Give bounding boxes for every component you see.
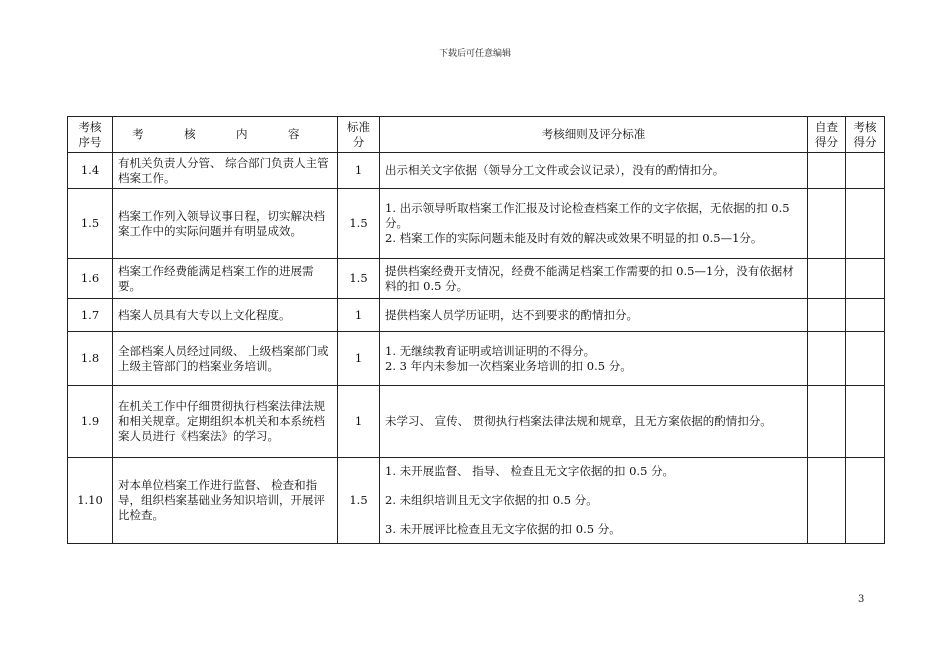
page-number: 3 (858, 594, 865, 605)
row-self-score (808, 189, 846, 259)
row-content: 有机关负责人分管、 综合部门负责人主管档案工作。 (113, 153, 338, 189)
row-audit-score (846, 332, 885, 386)
row-audit-score (846, 259, 885, 299)
row-content: 档案工作列入领导议事日程，切实解决档案工作中的实际问题并有明显成效。 (113, 189, 338, 259)
row-audit-score (846, 299, 885, 332)
row-score: 1 (338, 299, 380, 332)
table-row (68, 458, 885, 544)
table-row (68, 259, 885, 299)
row-score: 1.5 (338, 259, 380, 299)
header-serial: 考核 序号 (68, 117, 113, 153)
row-serial: 1.9 (68, 386, 113, 458)
header-standard-score: 标准 分 (338, 117, 380, 153)
assessment-table (67, 116, 885, 544)
header-self-score: 自查 得分 (808, 117, 846, 153)
row-criteria: 1. 未开展监督、 指导、 检查且无文字依据的扣 0.5 分。 2. 未组织培训且无文字依据的扣 0.5 分。 3. 未开展评比检查且无文字依据的扣 0.5 分。 (380, 458, 808, 544)
row-score: 1 (338, 332, 380, 386)
table-header-row (68, 117, 885, 153)
row-self-score (808, 458, 846, 544)
row-self-score (808, 153, 846, 189)
header-criteria: 考核细则及评分标准 (380, 117, 808, 153)
row-audit-score (846, 189, 885, 259)
row-criteria: 未学习、 宣传、 贯彻执行档案法律法规和规章，且无方案依据的酌情扣分。 (380, 386, 808, 458)
table-row (68, 332, 885, 386)
row-self-score (808, 259, 846, 299)
row-content: 档案人员具有大专以上文化程度。 (113, 299, 338, 332)
row-content: 全部档案人员经过同级、 上级档案部门或上级主管部门的档案业务培训。 (113, 332, 338, 386)
table-row (68, 189, 885, 259)
row-content: 档案工作经费能满足档案工作的进展需要。 (113, 259, 338, 299)
header-audit-score: 考核 得分 (846, 117, 885, 153)
row-criteria: 1. 无继续教育证明或培训证明的不得分。 2. 3 年内未参加一次档案业务培训的扣 0.5 分。 (380, 332, 808, 386)
row-score: 1.5 (338, 458, 380, 544)
row-content: 对本单位档案工作进行监督、 检查和指导，组织档案基础业务知识培训，开展评比检查。 (113, 458, 338, 544)
row-serial: 1.5 (68, 189, 113, 259)
row-audit-score (846, 458, 885, 544)
row-criteria: 出示相关文字依据（领导分工文件或会议记录），没有的酌情扣分。 (380, 153, 808, 189)
row-content: 在机关工作中仔细贯彻执行档案法律法规和相关规章。定期组织本机关和本系统档案人员进行《档案法》的学习。 (113, 386, 338, 458)
row-serial: 1.10 (68, 458, 113, 544)
row-criteria: 提供档案人员学历证明，达不到要求的酌情扣分。 (380, 299, 808, 332)
row-self-score (808, 299, 846, 332)
header-note: 下载后可任意编辑 (438, 49, 511, 59)
row-score: 1 (338, 153, 380, 189)
row-serial: 1.4 (68, 153, 113, 189)
table-row (68, 299, 885, 332)
row-self-score (808, 386, 846, 458)
row-serial: 1.6 (68, 259, 113, 299)
row-criteria: 1. 出示领导听取档案工作汇报及讨论检查档案工作的文字依据，无依据的扣 0.5 分。 2. 档案工作的实际问题未能及时有效的解决或效果不明显的扣 0.5—1分。 (380, 189, 808, 259)
row-self-score (808, 332, 846, 386)
row-serial: 1.7 (68, 299, 113, 332)
row-audit-score (846, 386, 885, 458)
row-score: 1.5 (338, 189, 380, 259)
row-criteria: 提供档案经费开支情况，经费不能满足档案工作需要的扣 0.5—1分，没有依据材料的扣 0.5 分。 (380, 259, 808, 299)
row-audit-score (846, 153, 885, 189)
row-score: 1 (338, 386, 380, 458)
header-content: 考 核 内 容 (113, 117, 338, 153)
table-row (68, 153, 885, 189)
row-serial: 1.8 (68, 332, 113, 386)
table-row (68, 386, 885, 458)
